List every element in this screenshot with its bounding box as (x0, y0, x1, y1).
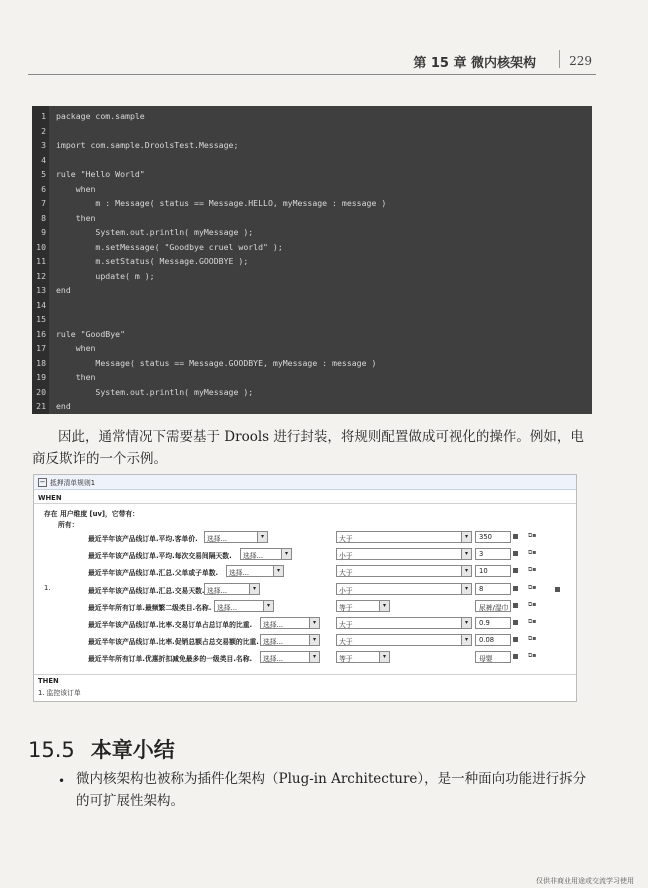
condition-label: 最近半年该产品线订单.比率.促销总额占总交易额的比重. (88, 638, 259, 647)
code-text: rule "Hello World" (56, 169, 145, 179)
field-select[interactable] (240, 548, 292, 560)
value-text: 3 (479, 550, 484, 559)
value-input[interactable] (475, 600, 511, 612)
condition-row (34, 651, 576, 664)
condition-label: 最近半年该产品线订单.汇总.父单或子单数. (88, 569, 219, 578)
operator-select-value: 大于 (339, 638, 353, 647)
divider (34, 674, 576, 675)
remove-condition-icon[interactable] (513, 637, 518, 642)
code-text: package com.sample (56, 111, 145, 121)
line-number: 16 (36, 328, 46, 339)
all-label: 所有： (58, 521, 79, 529)
line-number: 2 (41, 125, 46, 136)
code-text: Message( status == Message.GOODBYE, myMessage : message ) (56, 357, 377, 368)
condition-row (34, 531, 576, 544)
field-select-value: 选择... (207, 535, 228, 543)
value-text: 0.9 (479, 619, 490, 627)
code-text: System.out.println( myMessage ); (56, 386, 254, 397)
code-listing (32, 106, 592, 414)
rule-editor-panel (33, 474, 577, 702)
remove-condition-icon[interactable] (513, 568, 518, 573)
rule-title-bar[interactable] (34, 475, 576, 490)
field-select-value: 选择... (263, 621, 284, 629)
footer-note: 仅供非商业用途或交流学习使用 (536, 877, 634, 885)
operator-select-value: 小于 (339, 586, 353, 595)
code-text: then (56, 212, 96, 223)
field-select-value: 选择... (243, 552, 264, 561)
operator-select[interactable] (336, 600, 390, 612)
value-text: 尿裤/湿巾 (479, 603, 509, 612)
field-select[interactable] (204, 583, 260, 595)
field-select-value: 选择... (263, 638, 284, 647)
move-condition-icon[interactable]: ⧉▪ (528, 566, 537, 574)
value-input[interactable] (475, 565, 511, 577)
condition-row (34, 583, 576, 596)
move-condition-icon[interactable]: ⧉▪ (528, 635, 537, 643)
line-number: 6 (41, 183, 46, 194)
chevron-down-icon[interactable]: ▾ (263, 601, 273, 611)
move-condition-icon[interactable]: ⧉▪ (528, 618, 537, 625)
line-number: 21 (36, 401, 46, 411)
field-select-value: 选择... (207, 586, 228, 595)
line-number: 15 (36, 314, 46, 324)
operator-select[interactable] (336, 548, 472, 560)
value-text: 母婴 (479, 655, 493, 664)
body-paragraph: 因此，通常情况下需要基于 Drools 进行封装，将规则配置做成可视化的操作。例如，电商反欺诈的一个示例。 (32, 429, 584, 467)
code-line (32, 269, 592, 284)
chevron-down-icon[interactable]: ▾ (461, 532, 471, 542)
condition-row (34, 600, 576, 613)
code-line (32, 196, 592, 211)
code-line (32, 153, 592, 168)
field-select-value: 选择... (217, 603, 238, 612)
value-text: 350 (479, 533, 492, 541)
line-number: 14 (36, 299, 46, 310)
field-select-value: 选择... (263, 655, 284, 664)
condition-label: 最近半年该产品线订单.平均.客单价. (88, 535, 198, 543)
code-text: m.setMessage( "Goodbye cruel world" ); (56, 241, 283, 252)
value-input[interactable] (475, 651, 511, 663)
chevron-down-icon[interactable]: ▾ (273, 566, 283, 576)
condition-label: 最近半年该产品线订单.比率.交易订单占总订单的比重. (88, 621, 253, 629)
when-label: WHEN (38, 494, 62, 502)
code-line (32, 341, 592, 356)
chevron-down-icon[interactable]: ▾ (309, 652, 319, 662)
then-label: THEN (38, 677, 59, 685)
code-text: end (56, 285, 71, 295)
chevron-down-icon[interactable]: ▾ (461, 635, 471, 645)
chevron-down-icon[interactable]: ▾ (281, 549, 291, 559)
condition-row (34, 548, 576, 561)
code-text: end (56, 401, 71, 411)
code-line (32, 370, 592, 385)
line-number: 5 (41, 169, 46, 179)
operator-select-value: 大于 (339, 621, 353, 629)
operator-select-value: 小于 (339, 552, 353, 561)
action-item: 1. 监控该订单 (38, 689, 81, 697)
value-input[interactable] (475, 531, 511, 543)
code-line (32, 385, 592, 400)
condition-row (34, 565, 576, 578)
code-line (32, 109, 592, 124)
condition-label: 最近半年该产品线订单.汇总.交易天数. (88, 586, 205, 595)
code-line (32, 327, 592, 342)
field-select[interactable] (260, 634, 320, 646)
value-text: 0.08 (479, 636, 495, 645)
line-number: 10 (36, 241, 46, 252)
value-input[interactable] (475, 634, 511, 646)
operator-select[interactable] (336, 565, 472, 577)
code-line (32, 240, 592, 255)
header-separator (559, 50, 560, 68)
code-line (32, 124, 592, 139)
code-text: m : Message( status == Message.HELLO, myMessage : message ) (56, 198, 387, 208)
operator-select[interactable] (336, 531, 472, 543)
code-text: System.out.println( myMessage ); (56, 227, 254, 237)
remove-condition-icon[interactable] (513, 603, 518, 608)
section-heading (28, 734, 175, 764)
code-line (32, 312, 592, 327)
condition-label: 最近半年所有订单.最频繁二级类目.名称. (88, 603, 212, 612)
chevron-down-icon[interactable]: ▾ (461, 566, 471, 576)
section-number: 15.5 (28, 738, 75, 762)
operator-select[interactable] (336, 583, 472, 595)
line-number: 18 (36, 357, 46, 368)
collapse-toggle-icon[interactable]: − (39, 478, 46, 486)
chevron-down-icon[interactable]: ▾ (309, 635, 319, 645)
code-line (32, 211, 592, 226)
value-input[interactable] (475, 617, 511, 629)
line-number: 8 (41, 212, 46, 223)
line-number: 19 (36, 372, 46, 382)
chevron-down-icon[interactable]: ▾ (379, 652, 389, 662)
value-text: 8 (479, 584, 484, 593)
condition-row (34, 617, 576, 630)
code-line (32, 138, 592, 153)
field-select[interactable] (204, 531, 268, 543)
code-line (32, 399, 592, 414)
remove-condition-icon[interactable] (513, 620, 518, 625)
line-number: 3 (41, 140, 46, 150)
code-text: import com.sample.DroolsTest.Message; (56, 140, 239, 150)
remove-condition-icon[interactable] (513, 586, 518, 591)
field-select-value: 选择... (229, 569, 250, 578)
chevron-down-icon[interactable]: ▾ (461, 618, 471, 628)
move-condition-icon[interactable]: ⧉▪ (528, 549, 537, 557)
code-text: when (56, 343, 96, 353)
line-number: 20 (36, 386, 46, 397)
field-select[interactable] (260, 617, 320, 629)
chevron-down-icon[interactable]: ▾ (461, 584, 471, 594)
operator-select-value: 大于 (339, 569, 353, 578)
chapter-title: 第 15 章 微内核架构 (413, 56, 536, 71)
chevron-down-icon[interactable]: ▾ (461, 549, 471, 559)
chevron-down-icon[interactable]: ▾ (379, 601, 389, 611)
bullet-icon: • (58, 774, 66, 788)
line-number: 11 (36, 256, 46, 266)
code-line (32, 225, 592, 240)
field-select[interactable] (260, 651, 320, 663)
move-condition-icon[interactable]: ⧉▪ (528, 652, 537, 660)
code-line (32, 298, 592, 313)
code-text: then (56, 372, 96, 382)
condition-label: 最近半年所有订单.优惠折扣减免最多的一级类目.名称. (88, 655, 253, 664)
code-line (32, 182, 592, 197)
code-text: rule "GoodBye" (56, 328, 126, 339)
code-line (32, 283, 592, 298)
value-text: 10 (479, 567, 488, 576)
row-number: 1. (44, 584, 51, 592)
operator-select[interactable] (336, 617, 472, 629)
field-select[interactable] (214, 600, 274, 612)
condition-row (34, 634, 576, 647)
line-number: 12 (36, 270, 46, 281)
code-text: update( m ); (56, 270, 155, 281)
chevron-down-icon[interactable]: ▾ (257, 532, 267, 542)
bullet-paragraph: 微内核架构也被称为插件化架构（Plug-in Architecture），是一种面向功能进行拆分的可扩展性架构。 (76, 771, 587, 809)
remove-condition-icon[interactable] (513, 534, 518, 539)
code-line (32, 356, 592, 371)
operator-select-value: 等于 (339, 603, 353, 612)
line-number: 17 (36, 343, 46, 353)
value-input[interactable] (475, 583, 511, 595)
field-select[interactable] (226, 565, 284, 577)
line-number: 1 (41, 111, 46, 121)
move-condition-icon[interactable]: ⧉▪ (528, 532, 537, 539)
code-line (32, 167, 592, 182)
code-text: when (56, 183, 96, 194)
remove-condition-icon[interactable] (513, 551, 518, 556)
line-number: 13 (36, 285, 46, 295)
divider (34, 503, 576, 504)
line-number: 4 (41, 154, 46, 165)
value-input[interactable] (475, 548, 511, 560)
operator-select[interactable] (336, 634, 472, 646)
rule-title: 抵押清单规则1 (50, 479, 96, 487)
move-condition-icon[interactable]: ⧉▪ (528, 600, 537, 608)
chevron-down-icon[interactable]: ▾ (309, 618, 319, 628)
line-number: 9 (41, 227, 46, 237)
exists-label: 存在 用户维度 [uv]，它带有： (44, 510, 139, 518)
page-header (0, 0, 648, 76)
header-rule (28, 74, 596, 75)
operator-select-value: 大于 (339, 535, 353, 543)
code-line (32, 254, 592, 269)
move-condition-icon[interactable]: ⧉▪ (528, 583, 537, 591)
page-number: 229 (569, 54, 592, 68)
section-title: 本章小结 (90, 738, 175, 762)
code-text: m.setStatus( Message.GOODBYE ); (56, 256, 249, 266)
condition-label: 最近半年该产品线订单.平均.每次交易间隔天数. (88, 552, 232, 561)
chevron-down-icon[interactable]: ▾ (249, 584, 259, 594)
operator-select-value: 等于 (339, 655, 353, 664)
remove-condition-icon[interactable] (513, 654, 518, 659)
operator-select[interactable] (336, 651, 390, 663)
line-number: 7 (41, 198, 46, 208)
